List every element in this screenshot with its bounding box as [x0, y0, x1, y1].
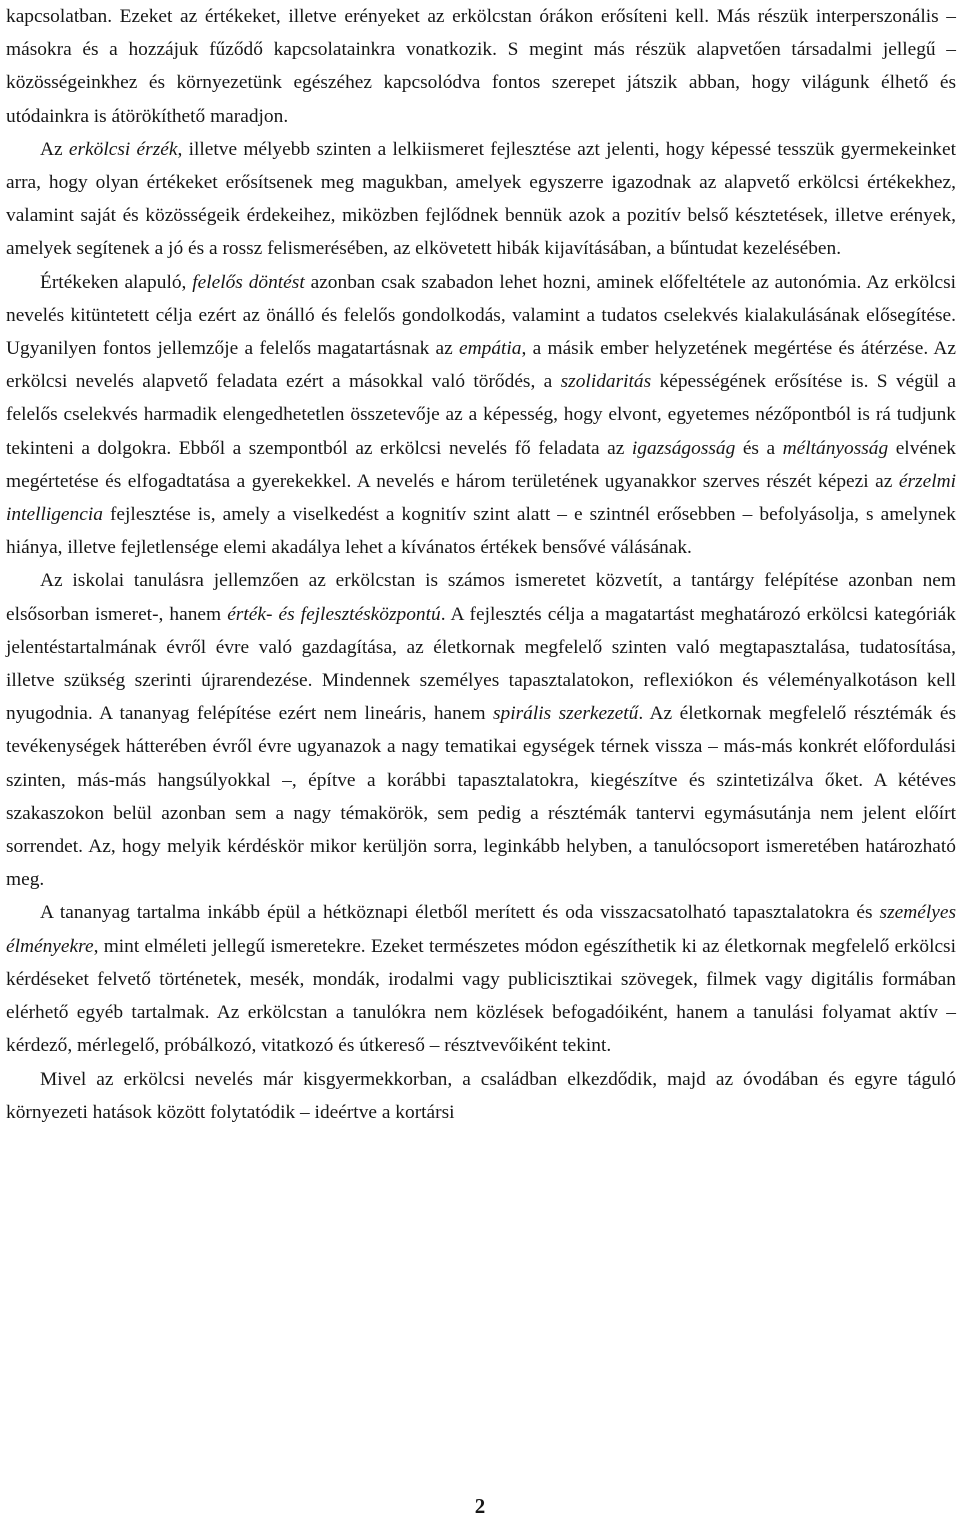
text-run: elvének megértetése és elfogadtatása a gyerekekkel. A nevelés e három területének ugyanakkor szerves részét képezi az — [6, 437, 956, 492]
text-run: . Az életkornak megfelelő résztémák és tevékenységek hátterében évről évre ugyanazok a nagy tematikai egységek térnek vissza – más-más konkrét előfordulási szinten, más-más hangsúlyokkal –, építve a korábbi tapasztalatokra, kiegészítve és szintetizálva őket. A kétéves szakaszokon belül azonban sem a nagy témakörök, sem pedig a résztémák tantervi egymásutánja nem jelent előírt sorrendet. Az, hogy melyik kérdéskör mikor kerüljön sorra, leginkább helyben, a tanulócsoport ismeretében határozható meg. — [6, 703, 956, 891]
text-run: és a — [735, 437, 783, 459]
text-run: Értékeken alapuló, — [40, 271, 193, 293]
paragraph — [6, 564, 956, 896]
italic-term: érzelmi intelligencia — [6, 470, 956, 526]
text-run: Az — [40, 138, 69, 160]
text-run: képességének erősítése is. S végül a felelős cselekvés harmadik elengedhetetlen összetevője az a képesség, hogy elvont, egyetemes nézőpontból is rá tudjunk tekinteni a dolgokra. Ebből a szempontból az erkölcsi nevelés fő feladata az — [6, 371, 956, 459]
text-run: fejlesztése is, amely a viselkedést a kognitív szint alatt – e szintnél erősebben – befolyásolja, s amelynek hiánya, illetve fejletlensége elemi akadálya lehet a kívánatos értékek bensővé válásának. — [6, 504, 956, 559]
italic-term: empátia — [459, 338, 522, 360]
italic-term: erkölcsi érzék — [68, 138, 178, 160]
italic-term: felelős döntést — [192, 271, 305, 293]
text-run: Az iskolai tanulásra jellemzően az erkölcstan is számos ismeretet közvetít, a tantárgy felépítése azonban nem elsősorban ismeret-, hanem — [6, 570, 956, 625]
page-number: 2 — [474, 1494, 486, 1518]
italic-term: spirális szerkezetű — [493, 703, 639, 725]
text-run: , mint elméleti jellegű ismeretekre. Ezeket természetes módon egészíthetik ki az életkornak megfelelő erkölcsi kérdéseket felvető történetek, mesék, mondák, irodalmi vagy publicisztikai szövegek, filmek vagy digitális formában elérhető egyéb tartalmak. Az erkölcstan a tanulókra nem közlések befogadóiként, hanem a tanulási folyamat aktív – kérdező, mérlegelő, próbálkozó, vitatkozó és útkereső – résztvevőiként tekint. — [6, 935, 956, 1057]
italic-term: szolidaritás — [560, 371, 652, 393]
text-run: Mivel az erkölcsi nevelés már kisgyermekkorban, a családban elkezdődik, majd az óvodában és egyre táguló környezeti hatások között folytatódik – ideértve a kortársi — [6, 1068, 956, 1123]
document-page — [6, 0, 956, 1129]
italic-term: méltányosság — [782, 437, 889, 459]
italic-term: személyes élményekre — [6, 902, 956, 957]
text-run: , illetve mélyebb szinten a lelkiismeret fejlesztése azt jelenti, hogy képessé tesszük gyermekeinket arra, hogy olyan értékeket erősítsenek meg magukban, amelyek egyszerre igazodnak az alapvető erkölcsi értékekhez, valamint saját és közösségeik érdekeihez, miközben fejlődnek bennük azok a pozitív belső késztetések, illetve erények, amelyek segítenek a jó és a rossz felismerésében, az elkövetett hibák kijavításában, a bűntudat kezelésében. — [6, 138, 956, 260]
text-run: , a másik ember helyzetének megértése és átérzése. Az erkölcsi nevelés alapvető feladata ezért a másokkal való törődés, a — [6, 338, 956, 393]
text-run: . A fejlesztés célja a magatartást meghatározó erkölcsi kategóriák jelentéstartalmának évről évre való gazdagítása, az életkornak megfelelő szinten való megtapasztalása, tudatosítása, illetve szükség szerinti újrarendezése. Mindennek személyes tapasztalatokon, reflexiókon és véleményalkotáson kell nyugodnia. A tananyag felépítése ezért nem lineáris, hanem — [6, 603, 956, 725]
paragraph — [6, 0, 956, 133]
document-body — [6, 0, 956, 1129]
text-run: kapcsolatban. Ezeket az értékeket, illetve erényeket az erkölcstan órákon erősíteni kell. Más részük interperszonális – másokra és a hozzájuk fűződő kapcsolatainkra vonatkozik. S megint más részük alapvetően társadalmi jellegű – közösségeinkhez és környezetünk egészéhez kapcsolódva fontos szerepet játszik abban, hogy világunk élhető és utódainkra is átörökíthető maradjon. — [6, 6, 956, 127]
paragraph — [6, 1063, 956, 1129]
italic-term: igazságosság — [631, 437, 736, 459]
text-run: azonban csak szabadon lehet hozni, aminek előfeltétele az autonómia. Az erkölcsi nevelés kitüntetett célja ezért az önálló és felelős gondolkodás, valamint a tudatos cselekvés kialakulásának elősegítése. Ugyanilyen fontos jellemzője a felelős magatartásnak az — [6, 271, 956, 360]
paragraph — [6, 133, 956, 266]
italic-term: érték- és fejlesztésközpontú — [227, 603, 441, 625]
text-run: A tananyag tartalma inkább épül a hétköznapi életből merített és oda visszacsatolható tapasztalatokra és — [40, 902, 880, 924]
paragraph — [6, 896, 956, 1062]
paragraph — [6, 266, 956, 565]
